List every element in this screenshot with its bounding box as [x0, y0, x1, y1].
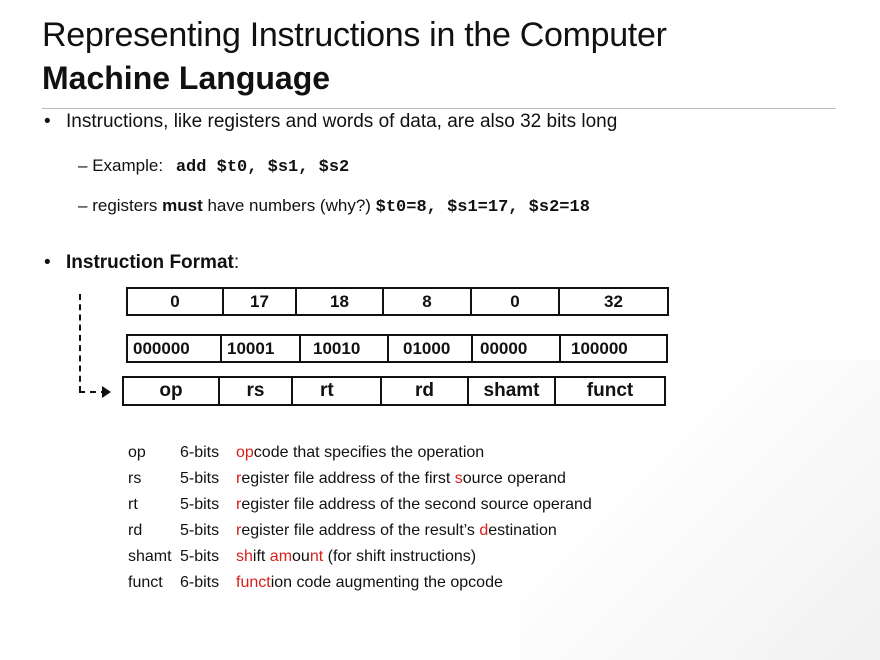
- slide-title: Representing Instructions in the Computer: [42, 16, 667, 54]
- field-legend: [128, 440, 592, 596]
- binary-format-row: [126, 334, 668, 363]
- decimal-cell-rt: 18: [297, 289, 384, 314]
- legend-field-name: funct: [128, 574, 163, 591]
- legend-highlight: am: [269, 548, 293, 565]
- title-divider: [42, 108, 836, 109]
- legend-description: [236, 574, 503, 592]
- legend-field-name: shamt: [128, 548, 172, 565]
- sub-bullet-example: [78, 156, 349, 177]
- legend-text: ion code augmenting the opcode: [270, 574, 503, 591]
- legend-row-funct: [128, 570, 592, 596]
- legend-highlight: r: [236, 470, 242, 487]
- legend-description: [236, 548, 476, 566]
- registers-text-post: have numbers (why?): [202, 196, 376, 215]
- field-cell-op: op: [124, 378, 220, 404]
- legend-highlight: nt: [309, 548, 324, 565]
- legend-text: ource operand: [462, 470, 566, 487]
- legend-highlight: op: [236, 444, 254, 461]
- field-cell-rd: rd: [382, 378, 469, 404]
- legend-bit-width: 6-bits: [180, 574, 220, 591]
- legend-text: code that specifies the operation: [253, 444, 485, 461]
- instruction-format-colon: :: [233, 252, 240, 273]
- legend-text: estination: [488, 522, 557, 539]
- legend-highlight: d: [479, 522, 489, 539]
- registers-must: must: [162, 196, 203, 215]
- example-prefix: Example:: [92, 156, 164, 175]
- binary-cell-rd: 01000: [389, 336, 473, 361]
- legend-description: [236, 522, 557, 540]
- legend-text: ift: [252, 548, 270, 565]
- legend-row-rd: [128, 518, 592, 544]
- legend-bit-width: 5-bits: [180, 496, 220, 513]
- dashed-connector-vertical: [79, 294, 81, 392]
- field-cell-shamt: shamt: [469, 378, 556, 404]
- binary-cell-funct: 100000: [571, 338, 628, 358]
- sub-bullet-registers: [78, 196, 590, 217]
- legend-text: ou: [292, 548, 310, 565]
- decimal-cell-op: 0: [128, 289, 224, 314]
- legend-highlight: s: [454, 470, 463, 487]
- bullet-instruction-format: [44, 252, 239, 274]
- field-name-row: [122, 376, 666, 406]
- legend-highlight: r: [236, 522, 242, 539]
- example-code: add $t0, $s1, $s2: [175, 158, 350, 177]
- decimal-format-row: [126, 287, 669, 316]
- dash-symbol: –: [78, 156, 88, 175]
- registers-text-pre: registers: [92, 196, 163, 215]
- legend-text: egister file address of the result’s: [241, 522, 480, 539]
- bullet-dot: •: [44, 111, 51, 132]
- dash-symbol: –: [78, 196, 88, 215]
- legend-field-name: op: [128, 444, 146, 461]
- legend-highlight: r: [236, 496, 242, 513]
- field-cell-rs: rs: [220, 378, 293, 404]
- legend-row-rs: [128, 466, 592, 492]
- legend-text: (for shift instructions): [323, 548, 477, 565]
- legend-text: egister file address of the second source operand: [241, 496, 592, 513]
- registers-code: $t0=8, $s1=17, $s2=18: [375, 198, 590, 217]
- bullet-dot: •: [44, 252, 51, 273]
- decimal-cell-shamt: 0: [472, 289, 560, 314]
- legend-row-shamt: [128, 544, 592, 570]
- legend-text: egister file address of the first: [241, 470, 455, 487]
- decimal-cell-funct: 32: [604, 291, 623, 311]
- arrow-right-icon: [102, 386, 111, 398]
- legend-bit-width: 6-bits: [180, 444, 220, 461]
- legend-field-name: rd: [128, 522, 143, 539]
- binary-cell-rt: 10010: [301, 336, 389, 361]
- legend-field-name: rs: [128, 470, 142, 487]
- legend-field-name: rt: [128, 496, 138, 513]
- legend-description: [236, 496, 592, 514]
- decimal-cell-rs: 17: [224, 289, 297, 314]
- field-cell-rt: rt: [293, 378, 382, 404]
- bullet-text: Instructions, like registers and words of data, are also 32 bits long: [66, 111, 618, 132]
- legend-highlight: funct: [236, 574, 271, 591]
- field-cell-funct: funct: [586, 380, 634, 401]
- legend-row-rt: [128, 492, 592, 518]
- legend-bit-width: 5-bits: [180, 548, 220, 565]
- legend-highlight: sh: [236, 548, 253, 565]
- decimal-cell-rd: 8: [384, 289, 472, 314]
- slide-subtitle: Machine Language: [42, 60, 331, 96]
- binary-cell-op: 000000: [128, 336, 222, 361]
- legend-row-op: [128, 440, 592, 466]
- bullet-instructions-length: [44, 111, 617, 133]
- binary-cell-shamt: 00000: [473, 336, 561, 361]
- legend-description: [236, 470, 566, 488]
- instruction-format-label: Instruction Format: [66, 252, 234, 273]
- legend-bit-width: 5-bits: [180, 522, 220, 539]
- legend-description: [236, 444, 484, 462]
- binary-cell-rs: 10001: [222, 336, 301, 361]
- legend-bit-width: 5-bits: [180, 470, 220, 487]
